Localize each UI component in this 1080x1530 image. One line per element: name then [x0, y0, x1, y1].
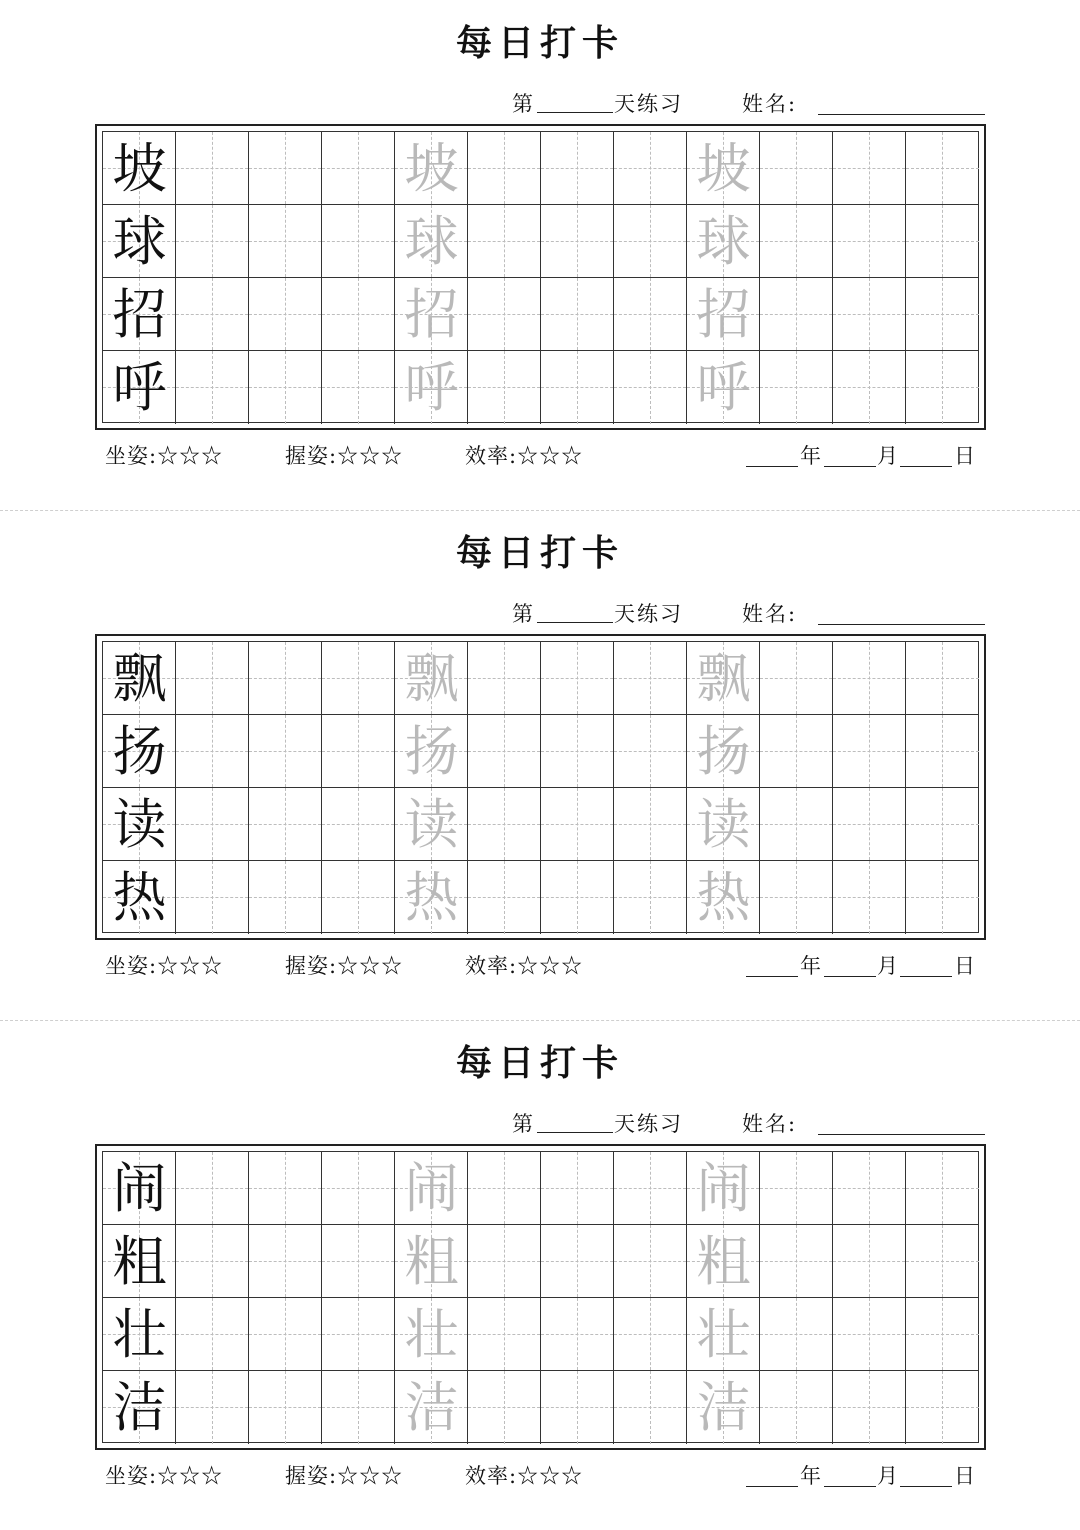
writing-cell[interactable]: [249, 715, 322, 788]
writing-cell[interactable]: [906, 132, 979, 205]
writing-cell[interactable]: [468, 351, 541, 424]
name-blank[interactable]: [818, 1134, 985, 1135]
writing-cell[interactable]: [760, 861, 833, 934]
day-prefix-label: 第: [512, 92, 533, 116]
writing-cell[interactable]: [614, 205, 687, 278]
writing-cell[interactable]: [833, 1298, 906, 1371]
writing-cell[interactable]: [322, 132, 395, 205]
writing-cell[interactable]: [249, 1298, 322, 1371]
writing-cell[interactable]: [103, 205, 176, 278]
writing-cell[interactable]: [541, 1371, 614, 1444]
sheet-meta-row: [0, 596, 1080, 628]
date-label: 日: [954, 444, 975, 468]
date-blank[interactable]: [900, 1486, 952, 1487]
writing-cell[interactable]: [906, 278, 979, 351]
sheet-footer: [0, 1458, 1080, 1492]
model-character: 热: [112, 866, 167, 929]
writing-cell[interactable]: [760, 278, 833, 351]
sheet-meta-row: [0, 1106, 1080, 1138]
efficiency-rating[interactable]: 效率:☆☆☆: [465, 1464, 584, 1488]
writing-cell[interactable]: [176, 278, 249, 351]
writing-cell[interactable]: [541, 351, 614, 424]
writing-cell[interactable]: [322, 1298, 395, 1371]
trace-character: 球: [404, 210, 459, 273]
writing-cell[interactable]: [614, 278, 687, 351]
writing-cell[interactable]: [906, 642, 979, 715]
writing-cell[interactable]: [249, 1152, 322, 1225]
writing-cell[interactable]: [395, 788, 468, 861]
writing-cell[interactable]: [833, 642, 906, 715]
writing-cell[interactable]: [103, 1152, 176, 1225]
writing-cell[interactable]: [176, 132, 249, 205]
writing-cell[interactable]: [249, 788, 322, 861]
trace-character: 飘: [696, 647, 751, 710]
writing-cell[interactable]: [906, 1225, 979, 1298]
trace-character: 扬: [696, 720, 751, 783]
month-blank[interactable]: [824, 976, 876, 977]
writing-cell[interactable]: [322, 1371, 395, 1444]
sheet-footer: [0, 438, 1080, 472]
writing-cell[interactable]: [541, 1298, 614, 1371]
writing-cell[interactable]: [395, 351, 468, 424]
writing-cell[interactable]: [833, 351, 906, 424]
trace-character: 呼: [404, 356, 459, 419]
writing-cell[interactable]: [833, 1371, 906, 1444]
writing-grid-frame: [95, 1144, 986, 1450]
writing-cell[interactable]: [614, 642, 687, 715]
writing-cell[interactable]: [176, 205, 249, 278]
writing-cell[interactable]: [687, 1225, 760, 1298]
writing-cell[interactable]: [541, 132, 614, 205]
trace-character: 闹: [404, 1157, 459, 1220]
trace-character: 读: [696, 793, 751, 856]
model-character: 坡: [112, 137, 167, 200]
writing-cell[interactable]: [249, 205, 322, 278]
writing-cell[interactable]: [395, 1371, 468, 1444]
trace-character: 洁: [696, 1376, 751, 1439]
writing-cell[interactable]: [176, 861, 249, 934]
writing-cell[interactable]: [468, 861, 541, 934]
writing-cell[interactable]: [541, 1225, 614, 1298]
trace-character: 招: [404, 283, 459, 346]
writing-cell[interactable]: [906, 1152, 979, 1225]
writing-cell[interactable]: [614, 1225, 687, 1298]
writing-cell[interactable]: [103, 1298, 176, 1371]
writing-cell[interactable]: [468, 132, 541, 205]
writing-cell[interactable]: [541, 1152, 614, 1225]
writing-cell[interactable]: [176, 1225, 249, 1298]
writing-cell[interactable]: [176, 1298, 249, 1371]
writing-cell[interactable]: [322, 205, 395, 278]
trace-character: 飘: [404, 647, 459, 710]
writing-cell[interactable]: [322, 642, 395, 715]
trace-character: 扬: [404, 720, 459, 783]
writing-cell[interactable]: [760, 1371, 833, 1444]
writing-cell[interactable]: [833, 788, 906, 861]
date-blank[interactable]: [900, 976, 952, 977]
writing-cell[interactable]: [395, 132, 468, 205]
writing-cell[interactable]: [395, 205, 468, 278]
date-label: 日: [954, 954, 975, 978]
year-blank[interactable]: [746, 466, 798, 467]
writing-cell[interactable]: [103, 278, 176, 351]
efficiency-rating[interactable]: 效率:☆☆☆: [465, 954, 584, 978]
writing-cell[interactable]: [833, 132, 906, 205]
writing-cell[interactable]: [833, 1225, 906, 1298]
writing-cell[interactable]: [322, 715, 395, 788]
trace-character: 热: [696, 866, 751, 929]
writing-cell[interactable]: [906, 205, 979, 278]
writing-cell[interactable]: [687, 205, 760, 278]
writing-cell[interactable]: [833, 1152, 906, 1225]
writing-cell[interactable]: [322, 351, 395, 424]
writing-cell[interactable]: [395, 1298, 468, 1371]
writing-cell[interactable]: [103, 1225, 176, 1298]
month-label: 月: [877, 1464, 898, 1488]
writing-cell[interactable]: [468, 642, 541, 715]
writing-cell[interactable]: [468, 1298, 541, 1371]
day-suffix-label: 天练习: [614, 602, 683, 626]
writing-cell[interactable]: [906, 1298, 979, 1371]
writing-cell[interactable]: [614, 861, 687, 934]
writing-cell[interactable]: [687, 351, 760, 424]
writing-cell[interactable]: [176, 715, 249, 788]
sitting-rating[interactable]: 坐姿:☆☆☆: [105, 444, 224, 468]
day-number-blank[interactable]: [537, 622, 613, 623]
writing-cell[interactable]: [322, 278, 395, 351]
writing-cell[interactable]: [687, 642, 760, 715]
trace-character: 读: [404, 793, 459, 856]
writing-cell[interactable]: [249, 278, 322, 351]
writing-cell[interactable]: [468, 788, 541, 861]
model-character: 洁: [112, 1376, 167, 1439]
writing-cell[interactable]: [176, 351, 249, 424]
writing-cell[interactable]: [760, 788, 833, 861]
trace-character: 招: [696, 283, 751, 346]
writing-cell[interactable]: [833, 861, 906, 934]
writing-cell[interactable]: [614, 132, 687, 205]
writing-cell[interactable]: [760, 205, 833, 278]
model-character: 读: [112, 793, 167, 856]
writing-cell[interactable]: [103, 1371, 176, 1444]
writing-cell[interactable]: [176, 788, 249, 861]
writing-cell[interactable]: [687, 1371, 760, 1444]
name-label: 姓名:: [742, 92, 798, 116]
writing-grid: [102, 1151, 979, 1443]
name-label: 姓名:: [742, 1112, 798, 1136]
trace-character: 粗: [696, 1230, 751, 1293]
writing-grid: [102, 641, 979, 933]
writing-grid-frame: [95, 634, 986, 940]
name-blank[interactable]: [818, 114, 985, 115]
writing-cell[interactable]: [760, 715, 833, 788]
writing-cell[interactable]: [541, 788, 614, 861]
writing-cell[interactable]: [103, 351, 176, 424]
writing-cell[interactable]: [249, 642, 322, 715]
writing-cell[interactable]: [614, 351, 687, 424]
writing-cell[interactable]: [103, 861, 176, 934]
writing-cell[interactable]: [468, 1371, 541, 1444]
trace-character: 壮: [404, 1303, 459, 1366]
model-character: 呼: [112, 356, 167, 419]
trace-character: 坡: [696, 137, 751, 200]
writing-cell[interactable]: [541, 278, 614, 351]
month-label: 月: [877, 954, 898, 978]
date-label: 日: [954, 1464, 975, 1488]
name-label: 姓名:: [742, 602, 798, 626]
writing-cell[interactable]: [395, 1152, 468, 1225]
writing-cell[interactable]: [468, 205, 541, 278]
writing-cell[interactable]: [760, 1298, 833, 1371]
grip-rating[interactable]: 握姿:☆☆☆: [285, 954, 404, 978]
writing-cell[interactable]: [906, 1371, 979, 1444]
writing-cell[interactable]: [833, 715, 906, 788]
month-blank[interactable]: [824, 466, 876, 467]
model-character: 壮: [112, 1303, 167, 1366]
writing-cell[interactable]: [833, 278, 906, 351]
month-blank[interactable]: [824, 1486, 876, 1487]
writing-cell[interactable]: [249, 861, 322, 934]
grip-rating[interactable]: 握姿:☆☆☆: [285, 1464, 404, 1488]
writing-cell[interactable]: [760, 351, 833, 424]
trace-character: 粗: [404, 1230, 459, 1293]
year-label: 年: [800, 444, 821, 468]
writing-cell[interactable]: [541, 715, 614, 788]
writing-cell[interactable]: [322, 861, 395, 934]
sheet-meta-row: [0, 86, 1080, 118]
writing-cell[interactable]: [103, 715, 176, 788]
model-character: 扬: [112, 720, 167, 783]
writing-cell[interactable]: [395, 642, 468, 715]
writing-cell[interactable]: [176, 1152, 249, 1225]
writing-cell[interactable]: [687, 1298, 760, 1371]
day-number-blank[interactable]: [537, 112, 613, 113]
writing-cell[interactable]: [906, 351, 979, 424]
trace-character: 洁: [404, 1376, 459, 1439]
writing-cell[interactable]: [760, 1225, 833, 1298]
practice-sheet-1: [0, 0, 1080, 510]
practice-sheet-3: [0, 1020, 1080, 1530]
writing-cell[interactable]: [614, 1371, 687, 1444]
writing-cell[interactable]: [687, 278, 760, 351]
year-blank[interactable]: [746, 976, 798, 977]
writing-cell[interactable]: [906, 788, 979, 861]
year-label: 年: [800, 954, 821, 978]
day-prefix-label: 第: [512, 1112, 533, 1136]
year-label: 年: [800, 1464, 821, 1488]
writing-cell[interactable]: [468, 1152, 541, 1225]
writing-cell[interactable]: [322, 788, 395, 861]
year-blank[interactable]: [746, 1486, 798, 1487]
writing-cell[interactable]: [103, 642, 176, 715]
date-blank[interactable]: [900, 466, 952, 467]
writing-cell[interactable]: [760, 642, 833, 715]
writing-cell[interactable]: [541, 861, 614, 934]
writing-cell[interactable]: [395, 278, 468, 351]
writing-cell[interactable]: [176, 642, 249, 715]
efficiency-rating[interactable]: 效率:☆☆☆: [465, 444, 584, 468]
writing-cell[interactable]: [395, 715, 468, 788]
writing-cell[interactable]: [614, 788, 687, 861]
day-prefix-label: 第: [512, 602, 533, 626]
model-character: 粗: [112, 1230, 167, 1293]
writing-cell[interactable]: [249, 351, 322, 424]
writing-cell[interactable]: [760, 1152, 833, 1225]
writing-cell[interactable]: [614, 715, 687, 788]
writing-cell[interactable]: [760, 132, 833, 205]
model-character: 招: [112, 283, 167, 346]
writing-cell[interactable]: [249, 132, 322, 205]
sheet-title: 每日打卡: [455, 1042, 624, 1084]
name-blank[interactable]: [818, 624, 985, 625]
writing-grid: [102, 131, 979, 423]
writing-cell[interactable]: [103, 788, 176, 861]
trace-character: 呼: [696, 356, 751, 419]
writing-cell[interactable]: [468, 1225, 541, 1298]
writing-cell[interactable]: [395, 861, 468, 934]
sheet-title: 每日打卡: [455, 532, 624, 574]
writing-cell[interactable]: [249, 1371, 322, 1444]
writing-cell[interactable]: [541, 205, 614, 278]
writing-cell[interactable]: [249, 1225, 322, 1298]
writing-cell[interactable]: [687, 788, 760, 861]
writing-cell[interactable]: [687, 861, 760, 934]
writing-cell[interactable]: [176, 1371, 249, 1444]
writing-grid-frame: [95, 124, 986, 430]
month-label: 月: [877, 444, 898, 468]
writing-cell[interactable]: [906, 715, 979, 788]
writing-cell[interactable]: [687, 715, 760, 788]
sheet-footer: [0, 948, 1080, 982]
day-number-blank[interactable]: [537, 1132, 613, 1133]
writing-cell[interactable]: [687, 132, 760, 205]
trace-character: 坡: [404, 137, 459, 200]
writing-cell[interactable]: [541, 642, 614, 715]
writing-cell[interactable]: [395, 1225, 468, 1298]
sitting-rating[interactable]: 坐姿:☆☆☆: [105, 1464, 224, 1488]
writing-cell[interactable]: [103, 132, 176, 205]
grip-rating[interactable]: 握姿:☆☆☆: [285, 444, 404, 468]
sitting-rating[interactable]: 坐姿:☆☆☆: [105, 954, 224, 978]
day-suffix-label: 天练习: [614, 92, 683, 116]
day-suffix-label: 天练习: [614, 1112, 683, 1136]
model-character: 球: [112, 210, 167, 273]
sheet-title: 每日打卡: [455, 22, 624, 64]
writing-cell[interactable]: [322, 1152, 395, 1225]
model-character: 闹: [112, 1157, 167, 1220]
writing-cell[interactable]: [833, 205, 906, 278]
trace-character: 热: [404, 866, 459, 929]
writing-cell[interactable]: [614, 1152, 687, 1225]
writing-cell[interactable]: [906, 861, 979, 934]
writing-cell[interactable]: [468, 278, 541, 351]
trace-character: 壮: [696, 1303, 751, 1366]
writing-cell[interactable]: [687, 1152, 760, 1225]
writing-cell[interactable]: [322, 1225, 395, 1298]
model-character: 飘: [112, 647, 167, 710]
writing-cell[interactable]: [614, 1298, 687, 1371]
writing-cell[interactable]: [468, 715, 541, 788]
trace-character: 球: [696, 210, 751, 273]
trace-character: 闹: [696, 1157, 751, 1220]
practice-sheet-2: [0, 510, 1080, 1020]
